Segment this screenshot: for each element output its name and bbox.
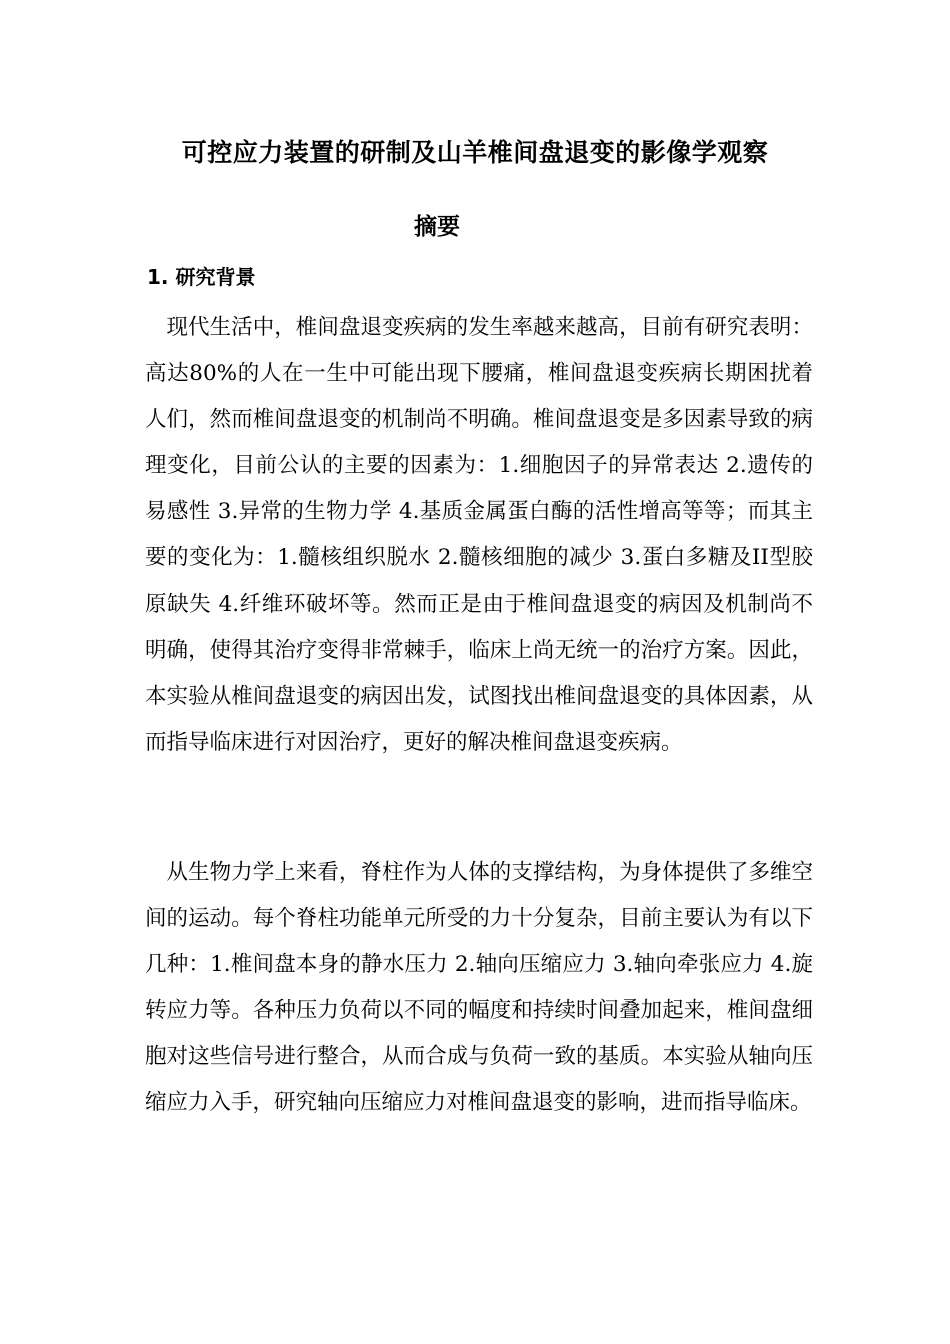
paragraph-background-2: 从生物力学上来看，脊柱作为人体的支撑结构，为身体提供了多维空间的运动。每个脊柱功能单元所受的力十分复杂，目前主要认为有以下几种：1.椎间盘本身的静水压力 2.轴向压缩应力 3.轴向牵张应力 4.旋转应力等。各种压力负荷以不同的幅度和持续时间叠加起来，椎间盘细胞对这些信号进行整合，从而合成与负荷一致的基质。本实验从轴向压缩应力入手，研究轴向压缩应力对椎间盘退变的影响，进而指导临床。 [145, 860, 813, 1116]
section-heading-background: 1. 研究背景 [147, 265, 256, 289]
abstract-heading: 摘要 [414, 214, 460, 240]
document-title: 可控应力装置的研制及山羊椎间盘退变的影像学观察 [181, 138, 769, 167]
paragraph-background-1: 现代生活中，椎间盘退变疾病的发生率越来越高，目前有研究表明：高达80%的人在一生中可能出现下腰痛，椎间盘退变疾病长期困扰着人们，然而椎间盘退变的机制尚不明确。椎间盘退变是多因素导致的病理变化，目前公认的主要的因素为：1.细胞因子的异常表达 2.遗传的易感性 3.异常的生物力学 4.基质金属蛋白酶的活性增高等等；而其主要的变化为：1.髓核组织脱水 2.髓核细胞的减少 3.蛋白多糖及II型胶原缺失 4.纤维环破坏等。然而正是由于椎间盘退变的病因及机制尚不明确，使得其治疗变得非常棘手，临床上尚无统一的治疗方案。因此，本实验从椎间盘退变的病因出发，试图找出椎间盘退变的具体因素，从而指导临床进行对因治疗，更好的解决椎间盘退变疾病。 [145, 315, 813, 755]
